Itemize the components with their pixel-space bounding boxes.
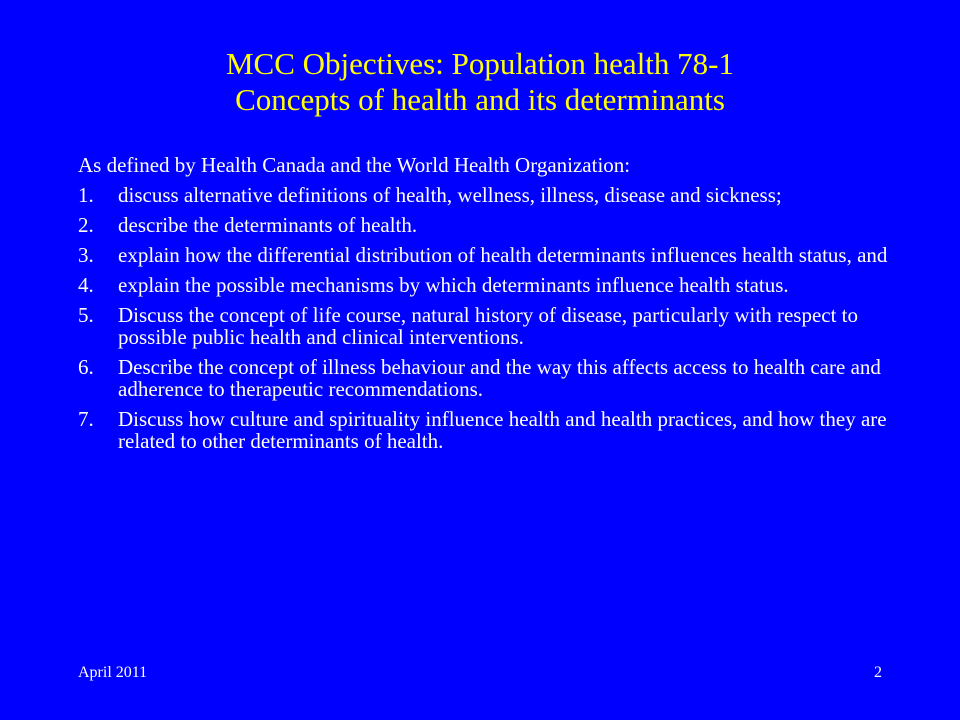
list-item	[78, 184, 898, 206]
footer-date: April 2011	[78, 664, 148, 681]
list-item-number: 7.	[78, 407, 94, 431]
page-number: 2	[874, 664, 882, 681]
slide-body	[78, 154, 898, 460]
list-item	[78, 214, 898, 236]
list-item-text: describe the determinants of health.	[118, 213, 418, 237]
list-item	[78, 408, 898, 452]
list-item-number: 2.	[78, 213, 94, 237]
list-item-text: Discuss the concept of life course, natural history of disease, particularly with respect to possible public health and clinical interventions.	[118, 303, 859, 349]
list-item-text: explain how the differential distribution of health determinants influences health status, and	[118, 243, 888, 267]
title-line-1: MCC Objectives: Population health 78-1	[225, 46, 734, 81]
list-item-number: 3.	[78, 243, 94, 267]
list-item-text: Describe the concept of illness behaviour and the way this affects access to health care and adherence to therapeutic recommendations.	[118, 355, 881, 401]
list-item-number: 4.	[78, 273, 94, 297]
list-item-text: explain the possible mechanisms by which determinants influence health status.	[118, 273, 789, 297]
list-item-number: 1.	[78, 183, 94, 207]
list-item-number: 5.	[78, 303, 94, 327]
list-item-text: discuss alternative definitions of health, wellness, illness, disease and sickness;	[118, 183, 782, 207]
list-item	[78, 274, 898, 296]
intro-text: As defined by Health Canada and the World Health Organization:	[78, 153, 631, 177]
list-item-number: 6.	[78, 355, 94, 379]
slide-title	[0, 46, 960, 118]
list-item	[78, 244, 898, 266]
list-item	[78, 356, 898, 400]
list-item-text: Discuss how culture and spirituality influence health and health practices, and how they are related to other determinants of health.	[118, 407, 887, 453]
title-line-2: Concepts of health and its determinants	[235, 82, 725, 117]
list-item	[78, 304, 898, 348]
objectives-list	[78, 184, 898, 452]
